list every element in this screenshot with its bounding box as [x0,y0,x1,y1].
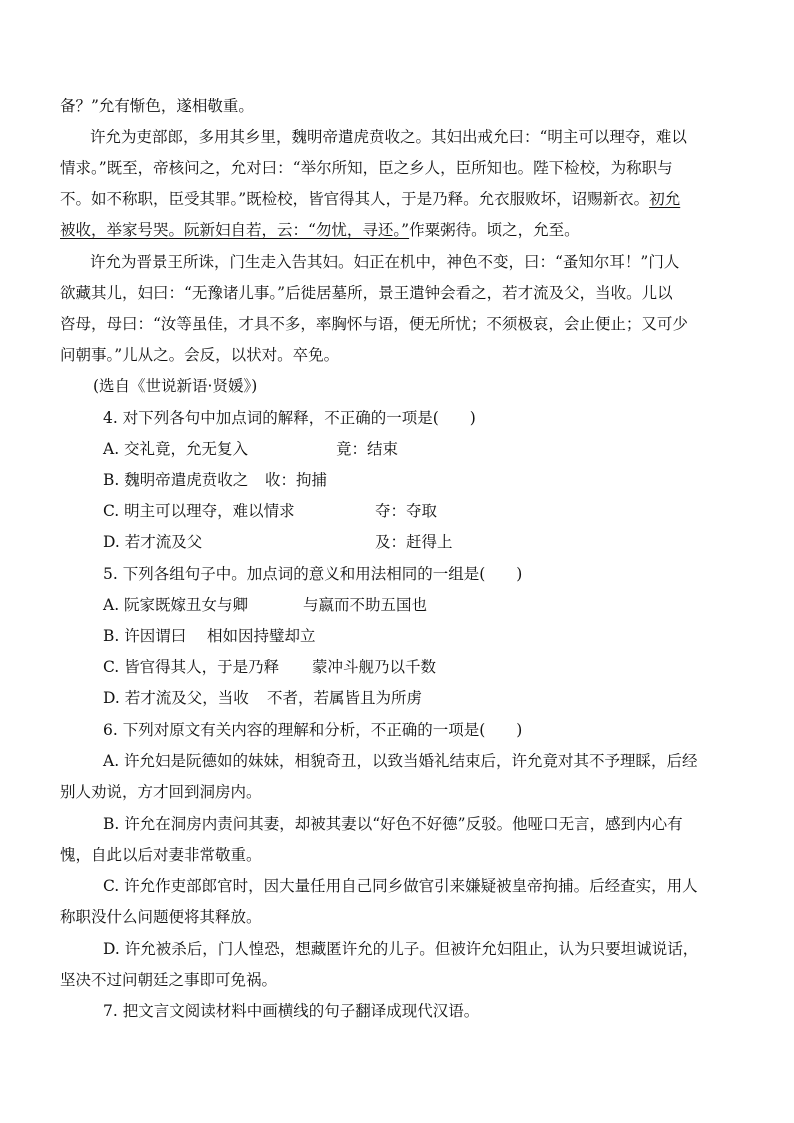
option-sentence-1: D. 若才流及父，当收 [103,689,249,707]
question-7-stem: 7. 把文言文阅读材料中画横线的句子翻译成现代汉语。 [103,1002,480,1020]
question-5-option-d [103,688,793,708]
passage-line [60,220,750,240]
question-6-option-b: B. 许允在洞房内责问其妻，却被其妻以“好色不好德”反驳。他哑口无言，感到内心有 [103,815,683,833]
passage-text: 不。如不称职，臣受其罪。”既检校，皆官得其人，于是乃释。允衣服败坏，诏赐新衣。 [60,190,650,208]
passage-line: 问朝事。”儿从之。会反，以状对。卒免。 [60,346,340,364]
underlined-sentence: 初允 [649,190,681,208]
question-6-option-b-cont: 愧，自此以后对妻非常敬重。 [60,846,262,864]
question-5-stem: 5. 下列各组句子中。加点词的意义和用法相同的一组是( ) [103,565,523,583]
passage-text: 作粟粥待。顷之，允至。 [409,221,580,239]
question-4-option-d [103,532,793,552]
option-explanation: 及：赶得上 [375,533,453,551]
option-sentence: A. 交礼竟，允无复入 [103,440,249,458]
option-sentence-2: 与嬴而不助五国也 [303,596,428,614]
option-sentence-1: B. 许因谓曰 [103,627,187,645]
question-6-option-d-cont: 坚决不过问朝廷之事即可免祸。 [60,971,278,989]
question-5-option-b [103,626,793,646]
passage-line: 许允为晋景王所诛，门生走入告其妇。妇正在机中，神色不变，曰：“蚤知尔耳！”门人 [90,253,680,271]
option-explanation: 收：拘捕 [265,471,328,489]
question-4-option-a [103,439,793,459]
question-6-option-a: A. 许允妇是阮德如的妹妹，相貌奇丑，以致当婚礼结束后，许允竟对其不予理睬，后经 [103,752,698,770]
passage-line: 欲藏其儿，妇曰：“无豫诸儿事。”后徙居墓所，景王遣钟会看之，若才流及父，当收。儿以 [60,284,673,302]
option-sentence-2: 不者，若属皆且为所虏 [267,689,423,707]
option-sentence-1: C. 皆官得其人，于是乃释 [103,658,280,676]
question-6-option-a-cont: 别人劝说，方才回到洞房内。 [60,783,262,801]
option-sentence: D. 若才流及父 [103,533,203,551]
option-sentence-1: A. 阮家既嫁丑女与卿 [103,596,249,614]
question-4-option-c [103,501,793,521]
question-6-option-d: D. 许允被杀后，门人惶恐，想藏匿许允的儿子。但被许允妇阻止，认为只要坦诚说话， [103,940,699,958]
question-4-option-b [103,470,793,490]
option-sentence: B. 魏明帝遣虎贲收之 [103,471,249,489]
question-5-option-a [103,595,793,615]
passage-line [60,189,750,209]
option-sentence-2: 相如因持璧却立 [207,627,316,645]
question-4-stem: 4. 对下列各句中加点词的解释，不正确的一项是( ) [103,409,476,427]
option-sentence-2: 蒙冲斗舰乃以千数 [312,658,437,676]
option-sentence: C. 明主可以理夺，难以情求 [103,502,295,520]
question-5-option-c [103,657,793,677]
passage-line: 情求。”既至，帝核问之，允对曰：“举尔所知，臣之乡人，臣所知也。陛下检校，为称职与 [60,159,673,177]
option-explanation: 竟：结束 [336,440,399,458]
underlined-sentence: 被收，举家号哭。阮新妇自若，云：“勿忧，寻还。” [60,221,410,239]
passage-line: 咨母，母曰：“汝等虽佳，才具不多，率胸怀与语，便无所忧；不须极哀，会止便止；又可少 [60,315,688,333]
passage-line: 许允为吏部郎，多用其乡里，魏明帝遣虎贲收之。其妇出戒允曰：“明主可以理夺，难以 [90,128,687,146]
question-6-option-c: C. 许允作吏部郎官时，因大量任用自己同乡做官引来嫌疑被皇帝拘捕。后经查实，用人 [103,877,698,895]
passage-line: 备？”允有惭色，遂相敬重。 [60,97,254,115]
question-6-stem: 6. 下列对原文有关内容的理解和分析，不正确的一项是( ) [103,721,523,739]
option-explanation: 夺：夺取 [375,502,438,520]
question-6-option-c-cont: 称职没什么问题便将其释放。 [60,908,262,926]
passage-source: (选自《世说新语·贤媛》) [93,377,258,395]
